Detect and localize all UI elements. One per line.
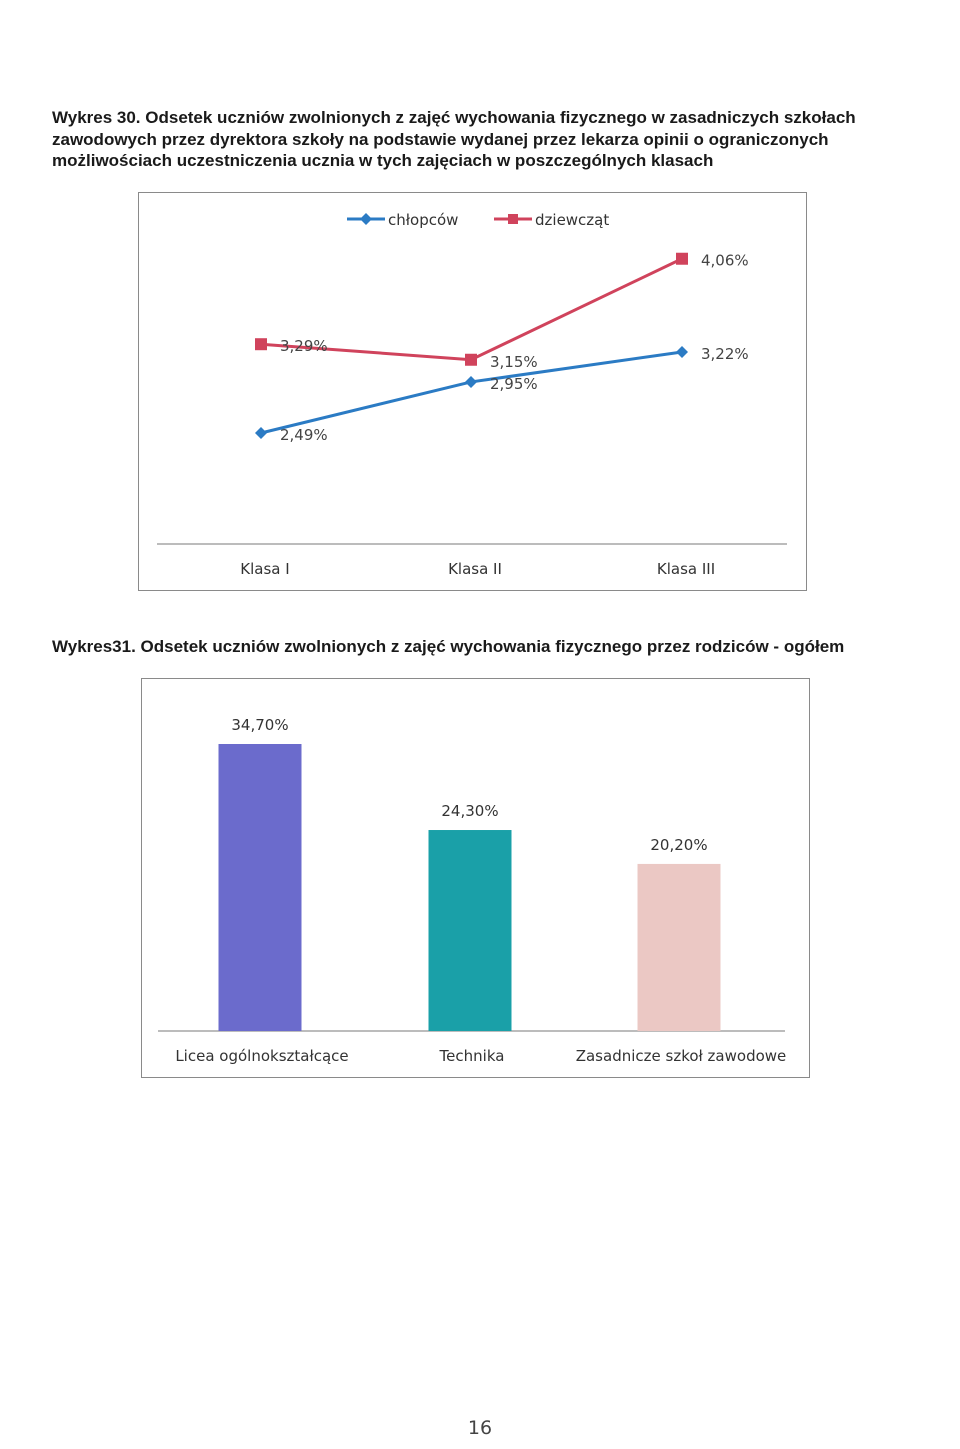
bar-licea-ogolnoksztalcace (219, 744, 302, 1031)
data-label-dziewczat-2: 3,15% (490, 352, 538, 371)
figure-31-caption: Wykres31. Odsetek uczniów zwolnionych z zajęć wychowania fizycznego przez rodziców - ogółem (52, 637, 845, 656)
x-tick-label-1: Klasa I (240, 560, 290, 578)
legend-label-chlopcow: chłopców (388, 211, 459, 229)
data-label-dziewczat-3: 4,06% (701, 251, 749, 270)
data-label-chlopcow-2: 2,95% (490, 374, 538, 393)
figure-30-caption: Wykres 30. Odsetek uczniów zwolnionych z zajęć wychowania fizycznego w zasadniczych szkołach zawodowych przez dyrektora szkoły na podstawie wydanej przez lekarza opinii o ograniczonych możliwościach uczestniczenia ucznia w tych zajęciach w poszczególnych klasach (52, 108, 856, 170)
page-number: 16 (467, 1417, 493, 1439)
point-dziewczat-3 (676, 253, 688, 265)
data-label-3: 20,20% (650, 835, 708, 854)
legend-label-dziewczat: dziewcząt (535, 211, 610, 229)
point-chlopcow-1 (255, 427, 267, 439)
point-chlopcow-2 (465, 376, 477, 388)
line-chart-frame (138, 192, 807, 591)
data-label-2: 24,30% (441, 802, 499, 821)
data-label-chlopcow-1: 2,49% (280, 426, 328, 445)
bar-zasadnicze-szkol-zawodowe (638, 864, 721, 1031)
x-tick-label-3: Zasadnicze szkoł zawodowe (575, 1047, 787, 1065)
data-label-chlopcow-3: 3,22% (701, 344, 749, 363)
legend-item-dziewczat (494, 211, 609, 229)
point-dziewczat-2 (465, 354, 477, 366)
point-dziewczat-1 (255, 338, 267, 350)
bar-chart (142, 679, 809, 1077)
line-chart (139, 193, 806, 590)
legend-item-chlopcow (347, 211, 458, 229)
legend-marker-chlopcow (360, 213, 372, 225)
point-chlopcow-3 (676, 346, 688, 358)
data-label-dziewczat-1: 3,29% (280, 337, 328, 356)
x-tick-label-1: Licea ogólnokształcące (175, 1047, 349, 1065)
data-label-1: 34,70% (231, 716, 289, 734)
x-tick-label-2: Klasa II (448, 560, 502, 578)
x-tick-label-3: Klasa III (656, 560, 716, 578)
legend-marker-dziewczat (508, 214, 518, 224)
bar-technika (429, 830, 512, 1031)
x-tick-label-2: Technika (439, 1047, 505, 1065)
bar-chart-frame (141, 678, 810, 1078)
